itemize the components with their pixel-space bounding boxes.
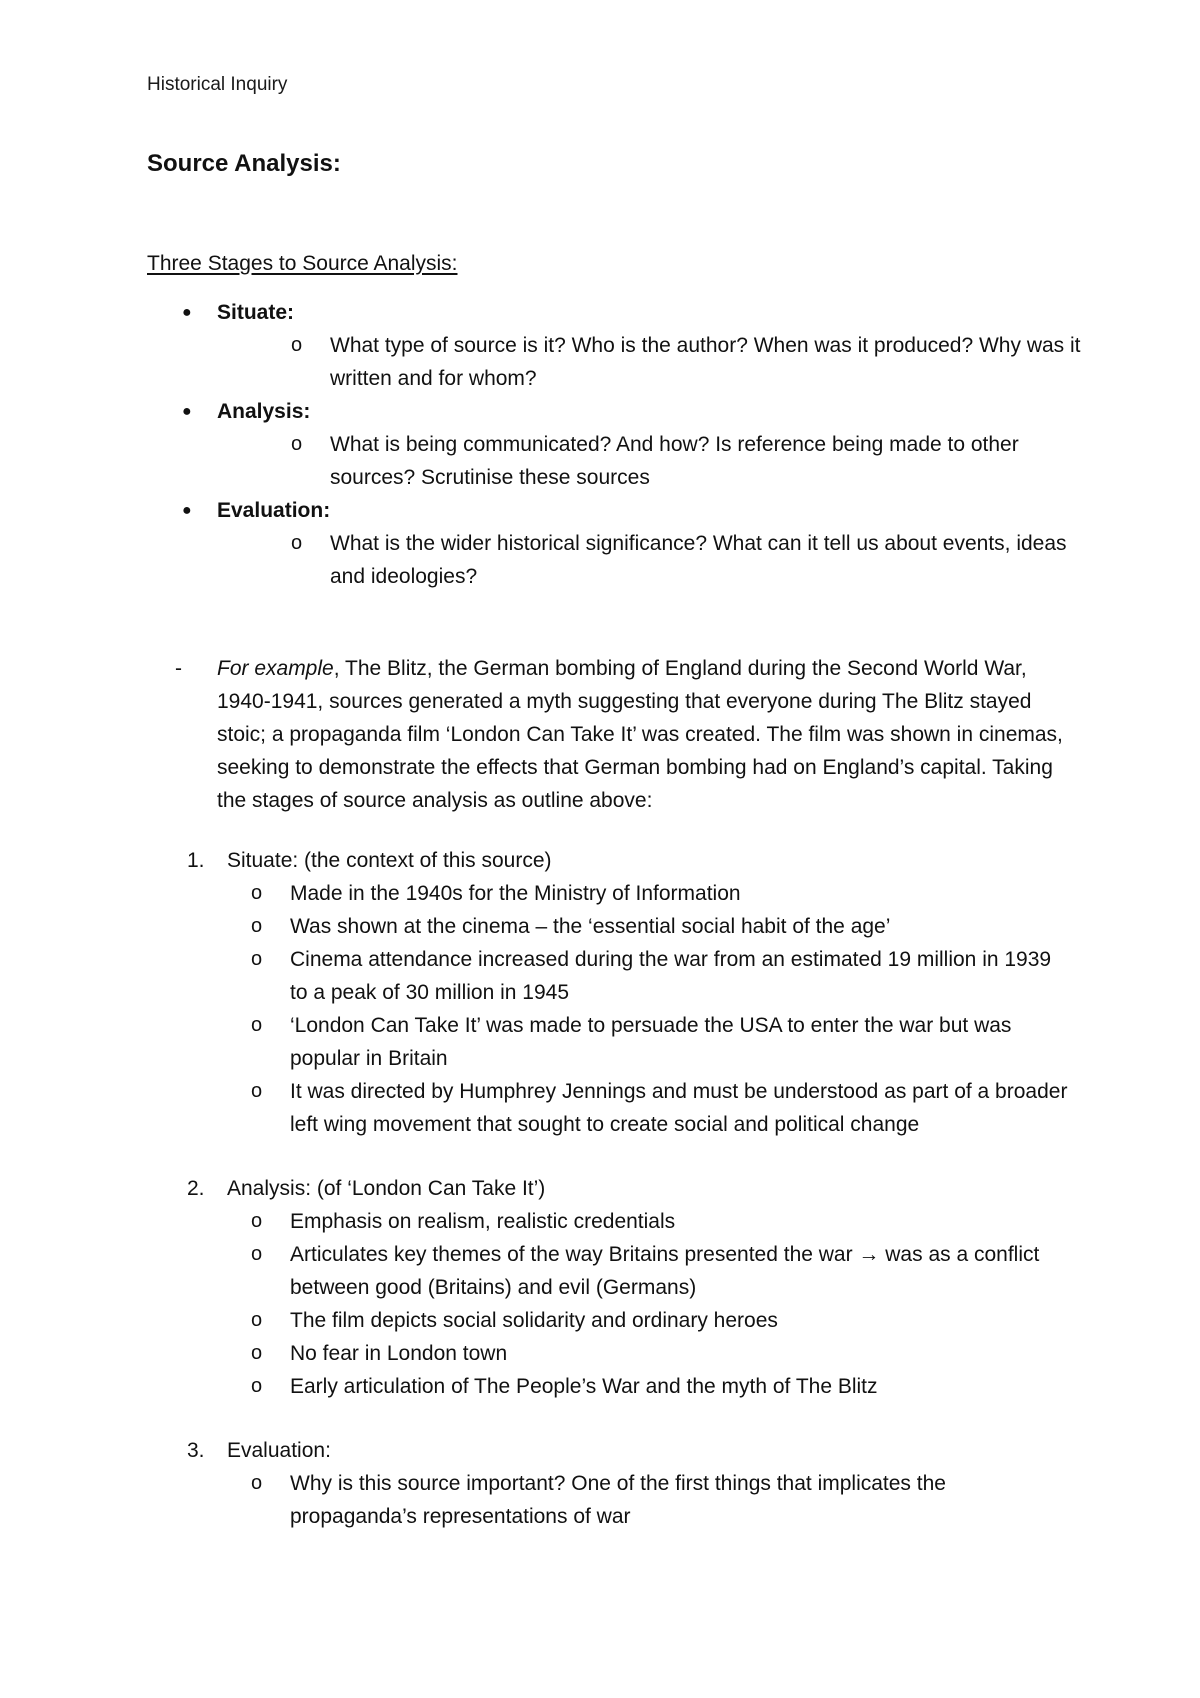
list-item <box>251 1009 1070 1075</box>
sub-bullet-icon: o <box>291 532 303 554</box>
list-item-text: Early articulation of The People’s War and the myth of The Blitz <box>290 1375 878 1398</box>
list-item-text: The film depicts social solidarity and ordinary heroes <box>290 1309 778 1332</box>
list-item <box>251 1467 1070 1533</box>
section-number: 3. <box>187 1439 205 1462</box>
list-item <box>251 1075 1070 1141</box>
list-item <box>251 1337 1070 1370</box>
sub-bullet-icon: o <box>251 882 263 904</box>
stage-label: Analysis: <box>217 400 311 423</box>
list-item-text: Cinema attendance increased during the war from an estimated 19 million in 1939 to a peak of 30 million in 1945 <box>290 948 1052 1004</box>
section-heading: Evaluation: <box>227 1439 331 1462</box>
dash-marker: - <box>175 657 182 680</box>
list-item-text: No fear in London town <box>290 1342 508 1365</box>
stage-label: Situate: <box>217 301 295 324</box>
example-body: , The Blitz, the German bombing of England during the Second World War, 1940-1941, sources generated a myth suggesting that everyone during The Blitz stayed stoic; a propaganda film ‘London Can Take It’ was created. The film was shown in cinemas, seeking to demonstrate the effects that German bombing had on England’s capital. Taking the stages of source analysis as outline above: <box>217 657 1063 812</box>
sub-bullet-icon: o <box>251 915 263 937</box>
sub-bullet-icon: o <box>251 1210 263 1232</box>
numbered-heading <box>187 1172 1070 1205</box>
stage-description: What is being communicated? And how? Is reference being made to other sources? Scrutinise these sources <box>330 433 1019 489</box>
page-title: Source Analysis: <box>147 150 341 177</box>
list-item-text: It was directed by Humphrey Jennings and must be understood as part of a broader left wing movement that sought to create social and political change <box>290 1080 1068 1136</box>
bullet-icon: ● <box>182 304 192 321</box>
list-item-text: Why is this source important? One of the first things that implicates the propaganda’s representations of war <box>290 1472 946 1528</box>
sub-bullet-icon: o <box>291 433 303 455</box>
section-heading: Analysis: (of ‘London Can Take It’) <box>227 1177 546 1200</box>
list-item <box>147 494 1090 527</box>
stages-heading: Three Stages to Source Analysis: <box>147 252 458 275</box>
sub-bullet-icon: o <box>291 334 303 356</box>
numbered-section-3 <box>187 1434 1070 1533</box>
sub-bullet-icon: o <box>251 1014 263 1036</box>
stage-description: What type of source is it? Who is the author? When was it produced? Why was it written and for whom? <box>330 334 1081 390</box>
list-item-text: Made in the 1940s for the Ministry of Information <box>290 882 741 905</box>
list-item <box>147 428 1090 494</box>
list-item-text: Was shown at the cinema – the ‘essential social habit of the age’ <box>290 915 891 938</box>
sub-bullet-icon: o <box>251 1080 263 1102</box>
example-lead: For example <box>217 657 334 680</box>
list-item <box>251 1304 1070 1337</box>
page-header: Historical Inquiry <box>147 74 288 95</box>
section-number: 2. <box>187 1177 205 1200</box>
sub-bullet-icon: o <box>251 1342 263 1364</box>
section-number: 1. <box>187 849 205 872</box>
numbered-section-1 <box>187 844 1070 1141</box>
list-item <box>147 329 1090 395</box>
bullet-icon: ● <box>182 502 192 519</box>
list-item-text: Articulates key themes of the way Britains presented the war → was as a conflict between good (Britains) and evil (Germans) <box>290 1243 1040 1299</box>
sub-bullet-icon: o <box>251 1243 263 1265</box>
stages-list <box>147 296 1090 593</box>
sub-bullet-icon: o <box>251 1375 263 1397</box>
list-item <box>251 1205 1070 1238</box>
list-item <box>251 943 1070 1009</box>
bullet-icon: ● <box>182 403 192 420</box>
list-item <box>147 395 1090 428</box>
sub-bullet-icon: o <box>251 948 263 970</box>
list-item <box>251 877 1070 910</box>
sub-bullet-icon: o <box>251 1472 263 1494</box>
numbered-section-2 <box>187 1172 1070 1403</box>
list-item <box>251 1370 1070 1403</box>
list-item <box>251 910 1070 943</box>
sub-bullet-icon: o <box>251 1309 263 1331</box>
stage-label: Evaluation: <box>217 499 331 522</box>
list-item-text: Emphasis on realism, realistic credentials <box>290 1210 676 1233</box>
numbered-heading <box>187 844 1070 877</box>
stage-description: What is the wider historical significance? What can it tell us about events, ideas and ideologies? <box>330 532 1067 588</box>
list-item <box>147 296 1090 329</box>
list-item <box>251 1238 1070 1304</box>
list-item <box>147 527 1090 593</box>
list-item-text: ‘London Can Take It’ was made to persuade the USA to enter the war but was popular in Britain <box>290 1014 1012 1070</box>
section-heading: Situate: (the context of this source) <box>227 849 552 872</box>
numbered-heading <box>187 1434 1070 1467</box>
example-paragraph <box>175 652 1067 817</box>
